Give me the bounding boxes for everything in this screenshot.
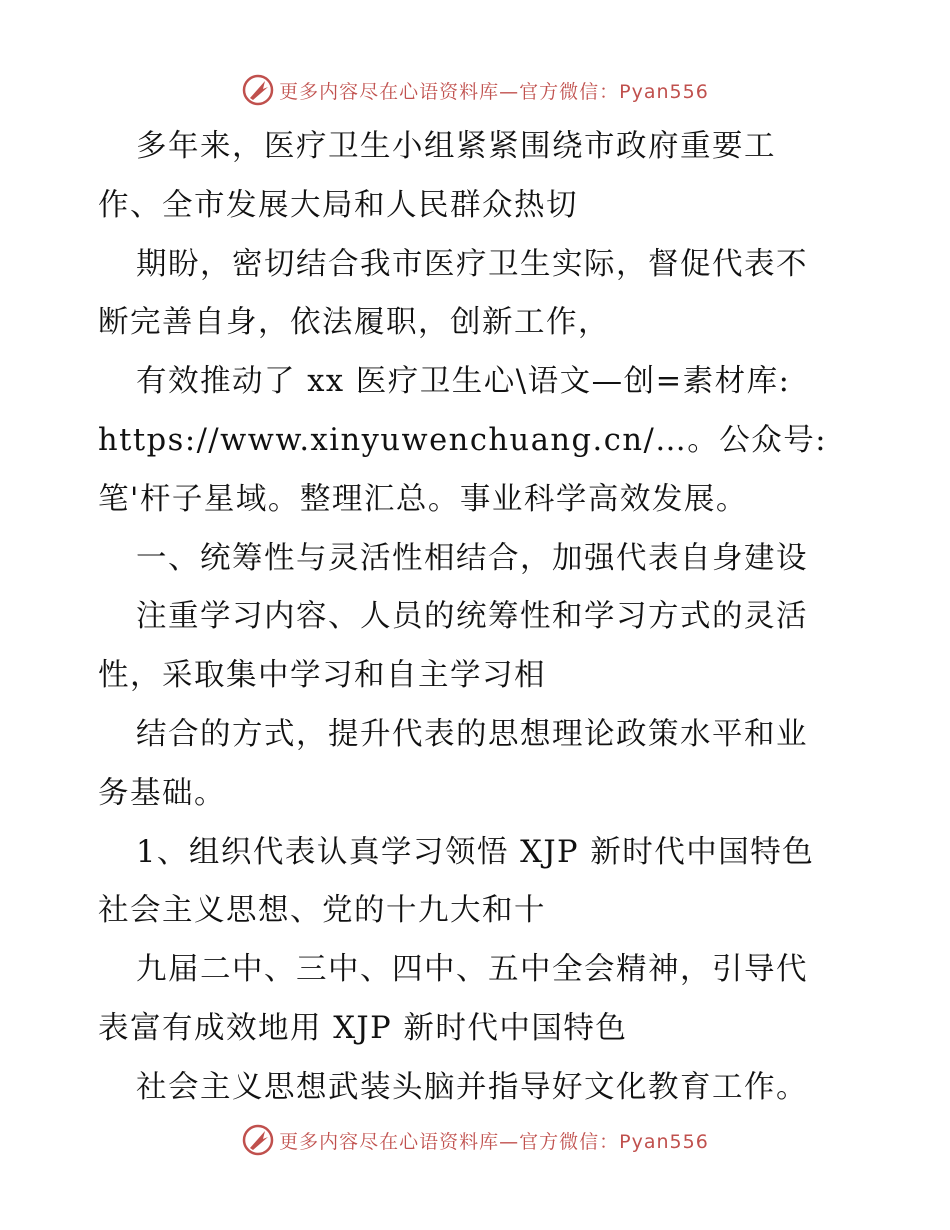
text-line: 多年来，医疗卫生小组紧紧围绕市政府重要工: [136, 129, 776, 164]
text-line: 一、统筹性与灵活性相结合，加强代表自身建设: [136, 540, 808, 576]
watermark-text-cn: 更多内容尽在心语资料库—官方微信：: [279, 80, 620, 103]
text-line: 有效推动了 xx 医疗卫生心\语文—创=素材库:: [136, 364, 791, 400]
watermark-text: [279, 77, 709, 104]
feather-logo-icon: [241, 1123, 275, 1157]
text-line: 务基础。: [98, 775, 226, 811]
text-line: 1、组织代表认真学习领悟 XJP 新时代中国特色: [136, 834, 815, 870]
text-line: 断完善自身，依法履职，创新工作，: [98, 305, 610, 341]
text-line: 笔'杆子星域。整理汇总。事业科学高效发展。: [98, 481, 748, 517]
text-line: 九届二中、三中、四中、五中全会精神，引导代: [136, 952, 808, 988]
text-line: 结合的方式，提升代表的思想理论政策水平和业: [136, 716, 808, 752]
document-body: [98, 118, 858, 1118]
text-line: 社会主义思想、党的十九大和十: [98, 893, 546, 929]
header-watermark: [0, 70, 950, 110]
text-line: https://www.xinyuwenchuang.cn/…。公众号:: [98, 422, 828, 458]
watermark-text: [279, 1127, 709, 1154]
text-line: 性，采取集中学习和自主学习相: [98, 658, 546, 694]
text-line: 社会主义思想武装头脑并指导好文化教育工作。: [136, 1069, 808, 1105]
footer-watermark: [0, 1120, 950, 1160]
text-line: 表富有成效地用 XJP 新时代中国特色: [98, 1010, 628, 1046]
watermark-wechat-id: Pyan556: [619, 80, 709, 103]
text-line: 注重学习内容、人员的统筹性和学习方式的灵活: [136, 599, 808, 635]
watermark-text-cn: 更多内容尽在心语资料库—官方微信：: [279, 1130, 620, 1153]
feather-logo-icon: [241, 73, 275, 107]
watermark-wechat-id: Pyan556: [619, 1130, 709, 1153]
text-line: 作、全市发展大局和人民群众热切: [98, 187, 578, 223]
text-line: 期盼，密切结合我市医疗卫生实际，督促代表不: [136, 246, 808, 282]
